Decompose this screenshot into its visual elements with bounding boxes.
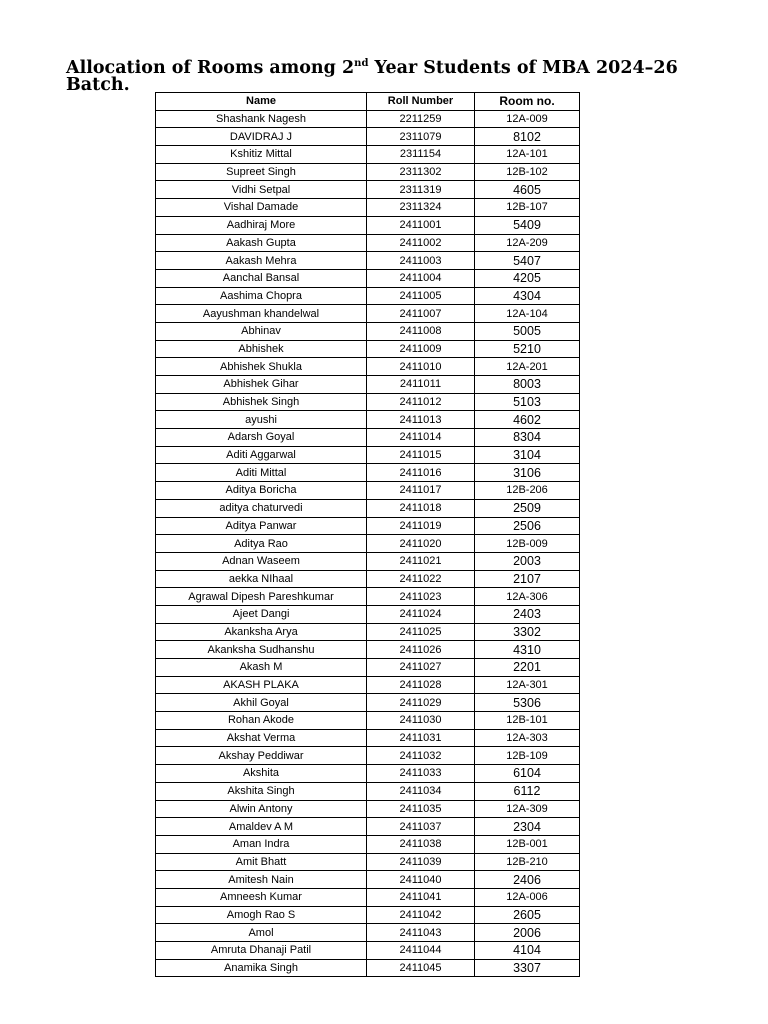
room-number-cell: 12B-206 (475, 482, 580, 500)
room-number-cell: 12B-001 (475, 835, 580, 853)
roll-number-cell: 2411016 (367, 464, 475, 482)
room-number-cell: 12B-107 (475, 199, 580, 217)
student-name-cell: AKASH PLAKA (156, 676, 367, 694)
student-name-cell: Abhinav (156, 322, 367, 340)
table-row (156, 376, 580, 394)
student-name-cell: Ajeet Dangi (156, 605, 367, 623)
room-number-cell: 12A-009 (475, 110, 580, 128)
roll-number-cell: 2211259 (367, 110, 475, 128)
student-name-cell: Aditi Mittal (156, 464, 367, 482)
student-name-cell: Amneesh Kumar (156, 888, 367, 906)
room-number-cell: 4205 (475, 269, 580, 287)
room-number-cell: 12A-104 (475, 305, 580, 323)
room-number-cell: 2509 (475, 499, 580, 517)
roll-number-cell: 2411008 (367, 322, 475, 340)
room-number-cell: 2304 (475, 818, 580, 836)
student-name-cell: DAVIDRAJ J (156, 128, 367, 146)
student-name-cell: Aditya Rao (156, 535, 367, 553)
table-row (156, 888, 580, 906)
title-prefix: Allocation of Rooms among 2 (66, 58, 355, 78)
room-number-cell: 3104 (475, 446, 580, 464)
table-row (156, 871, 580, 889)
room-number-cell: 5306 (475, 694, 580, 712)
student-name-cell: Abhishek Shukla (156, 358, 367, 376)
table-row (156, 146, 580, 164)
table-row (156, 959, 580, 977)
room-number-cell: 4104 (475, 942, 580, 960)
table-row (156, 782, 580, 800)
roll-number-cell: 2311324 (367, 199, 475, 217)
title-suffix: Year Students of MBA 2024–26 Batch. (66, 58, 678, 95)
room-number-cell: 6112 (475, 782, 580, 800)
roll-number-cell: 2411009 (367, 340, 475, 358)
roll-number-cell: 2411014 (367, 429, 475, 447)
student-name-cell: Amit Bhatt (156, 853, 367, 871)
student-name-cell: Anamika Singh (156, 959, 367, 977)
student-name-cell: Amaldev A M (156, 818, 367, 836)
room-number-cell: 5407 (475, 252, 580, 270)
roll-number-cell: 2411015 (367, 446, 475, 464)
table-row (156, 305, 580, 323)
room-number-cell: 12A-301 (475, 676, 580, 694)
roll-number-cell: 2411039 (367, 853, 475, 871)
room-number-cell: 12A-201 (475, 358, 580, 376)
roll-number-cell: 2311079 (367, 128, 475, 146)
roll-number-cell: 2411007 (367, 305, 475, 323)
table-row (156, 110, 580, 128)
room-number-cell: 3106 (475, 464, 580, 482)
table-row (156, 694, 580, 712)
table-row (156, 446, 580, 464)
room-number-cell: 5210 (475, 340, 580, 358)
table-row (156, 623, 580, 641)
name-column-header: Name (156, 93, 367, 111)
table-row (156, 800, 580, 818)
student-name-cell: Akshita Singh (156, 782, 367, 800)
table-row (156, 517, 580, 535)
student-name-cell: Aditi Aggarwal (156, 446, 367, 464)
roll-number-cell: 2411032 (367, 747, 475, 765)
student-name-cell: Aditya Boricha (156, 482, 367, 500)
roll-number-cell: 2411037 (367, 818, 475, 836)
roll-number-cell: 2311302 (367, 163, 475, 181)
table-row (156, 765, 580, 783)
room-number-cell: 2506 (475, 517, 580, 535)
room-number-cell: 12A-309 (475, 800, 580, 818)
student-name-cell: Vidhi Setpal (156, 181, 367, 199)
table-row (156, 641, 580, 659)
table-row (156, 234, 580, 252)
roll-number-cell: 2411010 (367, 358, 475, 376)
room-number-cell: 12B-109 (475, 747, 580, 765)
table-row (156, 411, 580, 429)
room-number-cell: 4304 (475, 287, 580, 305)
roll-number-cell: 2411020 (367, 535, 475, 553)
student-name-cell: Aashima Chopra (156, 287, 367, 305)
table-row (156, 128, 580, 146)
roll-number-cell: 2411023 (367, 588, 475, 606)
room-number-cell: 12A-101 (475, 146, 580, 164)
student-name-cell: Abhishek (156, 340, 367, 358)
room-number-cell: 12B-102 (475, 163, 580, 181)
table-row (156, 835, 580, 853)
student-name-cell: Kshitiz Mittal (156, 146, 367, 164)
student-name-cell: Aditya Panwar (156, 517, 367, 535)
table-row (156, 464, 580, 482)
student-name-cell: ayushi (156, 411, 367, 429)
table-row (156, 252, 580, 270)
room-number-cell: 2406 (475, 871, 580, 889)
roll-number-cell: 2411028 (367, 676, 475, 694)
room-number-cell: 4605 (475, 181, 580, 199)
roll-number-cell: 2411013 (367, 411, 475, 429)
table-row (156, 712, 580, 730)
room-number-cell: 5103 (475, 393, 580, 411)
room-number-cell: 5409 (475, 216, 580, 234)
roll-number-column-header: Roll Number (367, 93, 475, 111)
room-number-cell: 12A-209 (475, 234, 580, 252)
roll-number-cell: 2411035 (367, 800, 475, 818)
student-name-cell: Amogh Rao S (156, 906, 367, 924)
student-name-cell: Akash M (156, 659, 367, 677)
student-name-cell: Adarsh Goyal (156, 429, 367, 447)
student-name-cell: Rohan Akode (156, 712, 367, 730)
table-row (156, 676, 580, 694)
roll-number-cell: 2411038 (367, 835, 475, 853)
student-name-cell: Aadhiraj More (156, 216, 367, 234)
roll-number-cell: 2411045 (367, 959, 475, 977)
roll-number-cell: 2311319 (367, 181, 475, 199)
student-name-cell: Amruta Dhanaji Patil (156, 942, 367, 960)
room-number-cell: 2003 (475, 552, 580, 570)
room-number-cell: 12A-303 (475, 729, 580, 747)
room-number-cell: 4602 (475, 411, 580, 429)
roll-number-cell: 2411025 (367, 623, 475, 641)
room-allocation-table (155, 92, 580, 977)
roll-number-cell: 2411024 (367, 605, 475, 623)
table-row (156, 588, 580, 606)
room-number-cell: 12B-009 (475, 535, 580, 553)
table-row (156, 605, 580, 623)
roll-number-cell: 2411003 (367, 252, 475, 270)
table-row (156, 729, 580, 747)
roll-number-cell: 2411027 (367, 659, 475, 677)
roll-number-cell: 2411011 (367, 376, 475, 394)
student-name-cell: Aanchal Bansal (156, 269, 367, 287)
table-row (156, 393, 580, 411)
table-row (156, 747, 580, 765)
table-row (156, 269, 580, 287)
table-row (156, 818, 580, 836)
roll-number-cell: 2411033 (367, 765, 475, 783)
room-number-cell: 3302 (475, 623, 580, 641)
room-number-cell: 2201 (475, 659, 580, 677)
table-row (156, 358, 580, 376)
room-number-cell: 5005 (475, 322, 580, 340)
roll-number-cell: 2411022 (367, 570, 475, 588)
table-row (156, 287, 580, 305)
student-name-cell: Amitesh Nain (156, 871, 367, 889)
table-row (156, 199, 580, 217)
room-number-cell: 12B-101 (475, 712, 580, 730)
student-name-cell: Aman Indra (156, 835, 367, 853)
student-name-cell: Akshita (156, 765, 367, 783)
table-row (156, 853, 580, 871)
table-row (156, 942, 580, 960)
table-row (156, 163, 580, 181)
room-number-cell: 3307 (475, 959, 580, 977)
student-name-cell: Akshat Verma (156, 729, 367, 747)
student-name-cell: Alwin Antony (156, 800, 367, 818)
room-number-cell: 2006 (475, 924, 580, 942)
roll-number-cell: 2411018 (367, 499, 475, 517)
student-name-cell: Akanksha Sudhanshu (156, 641, 367, 659)
roll-number-cell: 2411040 (367, 871, 475, 889)
table-row (156, 216, 580, 234)
student-name-cell: Abhishek Gihar (156, 376, 367, 394)
roll-number-cell: 2411030 (367, 712, 475, 730)
page-title (66, 60, 746, 94)
room-number-cell: 2403 (475, 605, 580, 623)
roll-number-cell: 2411043 (367, 924, 475, 942)
roll-number-cell: 2411002 (367, 234, 475, 252)
student-name-cell: Abhishek Singh (156, 393, 367, 411)
room-number-cell: 2107 (475, 570, 580, 588)
roll-number-cell: 2411017 (367, 482, 475, 500)
student-name-cell: aekka NIhaal (156, 570, 367, 588)
student-name-cell: Aayushman khandelwal (156, 305, 367, 323)
room-number-cell: 12B-210 (475, 853, 580, 871)
room-number-cell: 8102 (475, 128, 580, 146)
table-row (156, 482, 580, 500)
room-number-cell: 12A-006 (475, 888, 580, 906)
table-row (156, 924, 580, 942)
student-name-cell: Amol (156, 924, 367, 942)
table-row (156, 906, 580, 924)
student-name-cell: Vishal Damade (156, 199, 367, 217)
table-row (156, 181, 580, 199)
table-row (156, 499, 580, 517)
table-row (156, 535, 580, 553)
student-name-cell: aditya chaturvedi (156, 499, 367, 517)
roll-number-cell: 2411029 (367, 694, 475, 712)
room-number-column-header: Room no. (475, 93, 580, 111)
student-name-cell: Aakash Mehra (156, 252, 367, 270)
student-name-cell: Adnan Waseem (156, 552, 367, 570)
roll-number-cell: 2411012 (367, 393, 475, 411)
title-superscript: nd (354, 58, 369, 69)
table-row (156, 552, 580, 570)
roll-number-cell: 2411041 (367, 888, 475, 906)
table-header-row (156, 93, 580, 111)
student-name-cell: Akhil Goyal (156, 694, 367, 712)
room-number-cell: 4310 (475, 641, 580, 659)
roll-number-cell: 2411042 (367, 906, 475, 924)
room-number-cell: 8304 (475, 429, 580, 447)
student-name-cell: Akshay Peddiwar (156, 747, 367, 765)
student-name-cell: Akanksha Arya (156, 623, 367, 641)
roll-number-cell: 2411019 (367, 517, 475, 535)
student-name-cell: Supreet Singh (156, 163, 367, 181)
roll-number-cell: 2411021 (367, 552, 475, 570)
table-row (156, 322, 580, 340)
table-row (156, 570, 580, 588)
roll-number-cell: 2411044 (367, 942, 475, 960)
roll-number-cell: 2411026 (367, 641, 475, 659)
table-row (156, 659, 580, 677)
student-name-cell: Shashank Nagesh (156, 110, 367, 128)
room-number-cell: 6104 (475, 765, 580, 783)
room-number-cell: 12A-306 (475, 588, 580, 606)
student-name-cell: Aakash Gupta (156, 234, 367, 252)
roll-number-cell: 2411001 (367, 216, 475, 234)
roll-number-cell: 2411005 (367, 287, 475, 305)
roll-number-cell: 2411031 (367, 729, 475, 747)
room-number-cell: 8003 (475, 376, 580, 394)
room-number-cell: 2605 (475, 906, 580, 924)
roll-number-cell: 2411034 (367, 782, 475, 800)
student-name-cell: Agrawal Dipesh Pareshkumar (156, 588, 367, 606)
table-row (156, 340, 580, 358)
table-row (156, 429, 580, 447)
roll-number-cell: 2411004 (367, 269, 475, 287)
roll-number-cell: 2311154 (367, 146, 475, 164)
